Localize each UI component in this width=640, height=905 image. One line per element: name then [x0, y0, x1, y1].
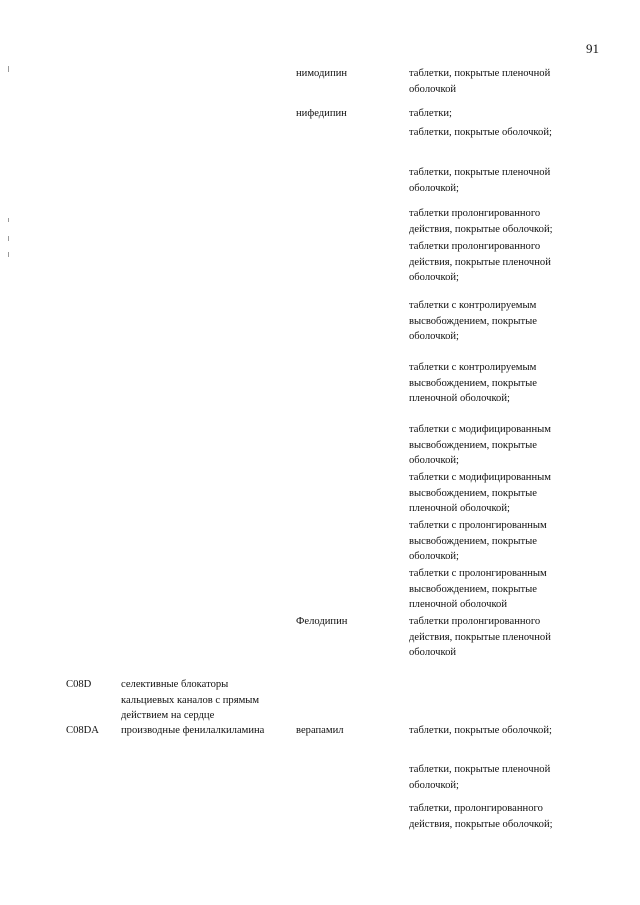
dosage-form: таблетки, покрытые пленочной оболочкой;	[409, 764, 551, 791]
page-number: 91	[586, 41, 599, 56]
dosage-form: таблетки с пролонгированным высвобождением, покрытые оболочкой;	[409, 520, 547, 563]
atc-code: C08DA	[66, 725, 99, 736]
atc-group-description: селективные блокаторы кальциевых каналов с прямым действием на сердце	[121, 679, 260, 722]
scan-artifact	[8, 252, 9, 257]
dosage-form: таблетки с контролируемым высвобождением, покрытые оболочкой;	[409, 300, 537, 343]
dosage-form: таблетки, покрытые пленочной оболочкой;	[409, 167, 551, 194]
drug-name-verapamil: верапамил	[296, 725, 344, 736]
scan-artifact	[8, 236, 9, 241]
dosage-form: таблетки пролонгированного действия, покрытые пленочной оболочкой	[409, 616, 551, 659]
dosage-form: таблетки, покрытые пленочной оболочкой	[409, 68, 551, 95]
atc-code: C08D	[66, 679, 92, 690]
scan-artifact	[8, 218, 9, 222]
dosage-form: таблетки с модифицированным высвобождением, покрытые оболочкой;	[409, 424, 551, 467]
dosage-form: таблетки;	[409, 108, 452, 119]
dosage-form: таблетки с модифицированным высвобождением, покрытые пленочной оболочкой;	[409, 472, 551, 515]
dosage-form: таблетки пролонгированного действия, покрытые оболочкой;	[409, 208, 553, 235]
drug-name-nimodipine: нимодипин	[296, 68, 348, 79]
drug-name-nifedipine: нифедипин	[296, 108, 347, 119]
scan-artifact	[8, 66, 9, 72]
dosage-form: таблетки, покрытые оболочкой;	[409, 725, 552, 736]
dosage-form: таблетки, покрытые оболочкой;	[409, 127, 552, 138]
dosage-form: таблетки с пролонгированным высвобождением, покрытые пленочной оболочкой	[409, 568, 547, 611]
dosage-form: таблетки, пролонгированного действия, покрытые оболочкой;	[409, 803, 553, 830]
atc-group-description: производные фенилалкиламина	[121, 725, 265, 736]
dosage-form: таблетки пролонгированного действия, покрытые пленочной оболочкой;	[409, 241, 551, 284]
dosage-form: таблетки с контролируемым высвобождением, покрытые пленочной оболочкой;	[409, 362, 537, 405]
drug-name-felodipine: Фелодипин	[296, 616, 348, 627]
